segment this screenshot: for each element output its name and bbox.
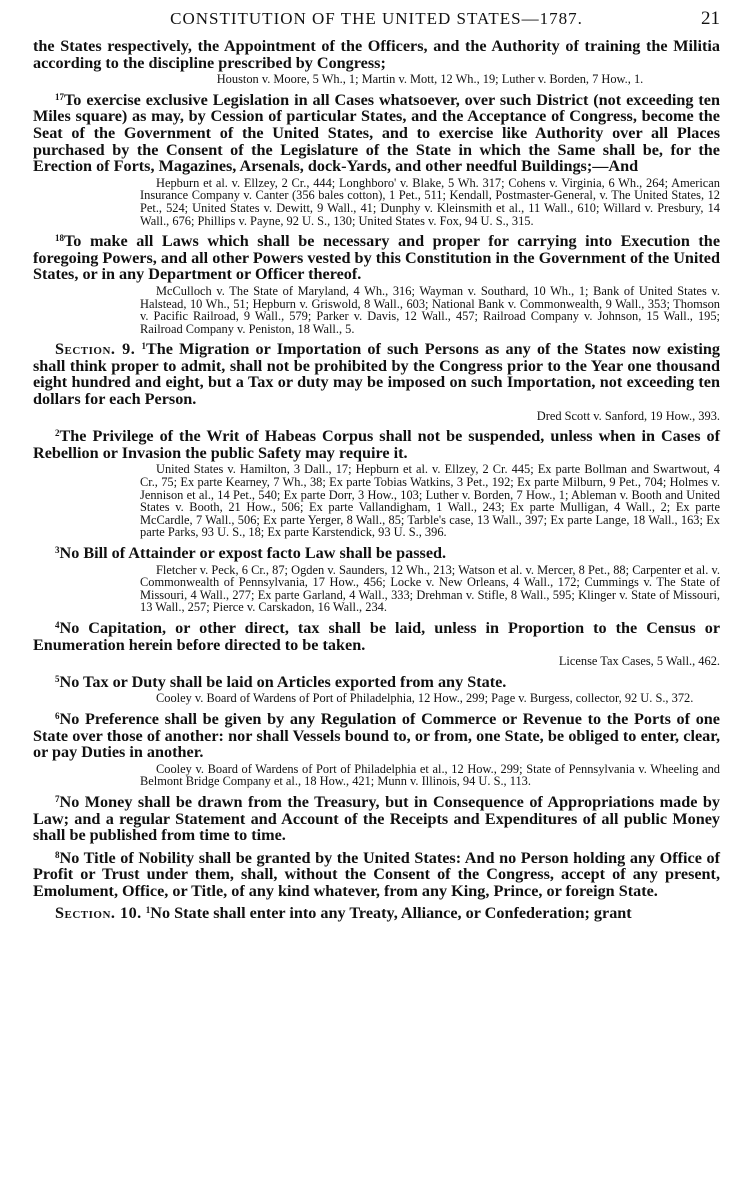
clause-text: To exercise exclusive Legislation in all Cases whatsoever, over such District (not exceeding ten Miles square) as may, by Cession of particular States, and the Acceptance of Congress, become the Seat of the Government of the United States, and to exercise like Authority over all Places purchased by the Consent of the Legislature of the State in which the Same shall be, for the Erection of Forts, Magazines, Arsenals, dock-Yards, and other needful Buildings;—And: [33, 90, 720, 176]
citation-text: Fletcher v. Peck, 6 Cr., 87; Ogden v. Saunders, 12 Wh., 213; Watson et al. v. Mercer, 8 Pet., 88; Carpenter et al. v. Commonwealth of Pennsylvania, 17 How., 456; Locke v. New Orleans, 4 Wall., 172; Cummings v. The State of Missouri, 4 Wall., 277; Ex parte Garland, 4 Wall., 333; Drehman v. Stifle, 8 Wall., 595; Klinger v. State of Missouri, 13 Wall., 257; Pierce v. Carskadon, 16 Wall., 234.: [140, 562, 720, 615]
citation-text: Cooley v. Board of Wardens of Port of Philadelphia, 12 How., 299; Page v. Burgess, collector, 92 U. S., 372.: [156, 691, 694, 706]
clause-paragraph: [33, 545, 720, 562]
page-body: [33, 38, 720, 922]
clause-number: 5: [55, 673, 60, 684]
clause-number: 6: [55, 710, 60, 721]
clause-text: No State shall enter into any Treaty, Alliance, or Confederation; grant: [150, 904, 632, 923]
clause-text: No Capitation, or other direct, tax shall be laid, unless in Proportion to the Census or Enumeration herein before directed to be taken.: [33, 618, 720, 654]
clause-number: 8: [55, 849, 60, 860]
clause-number: 7: [55, 793, 60, 804]
page-header: [33, 8, 720, 38]
clause-text: No Title of Nobility shall be granted by the United States: And no Person holding any Office of Profit or Trust under them, shall, without the Consent of the Congress, accept of any present, Emolument, Office, or Title, of any kind whatever, from any King, Prince, or foreign State.: [33, 848, 720, 900]
case-citations: [140, 692, 720, 705]
citation-text: License Tax Cases, 5 Wall., 462.: [558, 654, 720, 669]
clause-number: 3: [55, 545, 60, 555]
section-label: Section. 10.: [55, 904, 142, 923]
case-citations: [33, 655, 720, 668]
clause-number: 2: [55, 428, 60, 439]
clause-text: No Bill of Attainder or expost facto Law shall be passed.: [59, 544, 447, 562]
clause-text: the States respectively, the Appointment of the Officers, and the Authority of training the Militia according to the discipline prescribed by Congress;: [33, 37, 720, 72]
clause-paragraph: [33, 341, 720, 407]
clause-paragraph: [33, 711, 720, 761]
clause-text: No Preference shall be given by any Regulation of Commerce or Revenue to the Ports of one State over those of another: nor shall Vessels bound to, or from, one State, be obliged to enter, clear, or pay Duties in another.: [33, 709, 720, 762]
case-citations: [140, 463, 720, 539]
section-label: Section. 9.: [55, 340, 136, 359]
clause-text: No Money shall be drawn from the Treasury, but in Consequence of Appropriations made by Law; and a regular Statement and Account of the Receipts and Expenditures of all public Money shall be published from time to time.: [33, 792, 720, 845]
page-number: 21: [701, 8, 720, 29]
clause-text: The Privilege of the Writ of Habeas Corpus shall not be suspended, unless when in Cases of Rebellion or Invasion the public Safety may require it.: [33, 427, 720, 462]
clause-text: To make all Laws which shall be necessary and proper for carrying into Execution the foregoing Powers, and all other Powers vested by this Constitution in the Government of the United States, or in any Department or Officer thereof.: [33, 232, 720, 284]
clause-text: The Migration or Importation of such Persons as any of the States now existing shall think proper to admit, shall not be prohibited by the Congress prior to the Year one thousand eight hundred and eight, but a Tax or duty may be imposed on such Importation, not exceeding ten dollars for each Person.: [33, 340, 721, 409]
clause-paragraph: [33, 794, 720, 844]
citation-text: Dred Scott v. Sanford, 19 How., 393.: [536, 408, 720, 423]
clause-text: No Tax or Duty shall be laid on Articles exported from any State.: [59, 672, 507, 691]
clause-paragraph: [33, 233, 720, 283]
case-citations: [140, 564, 720, 614]
clause-paragraph: [33, 674, 720, 691]
clause-paragraph: [33, 428, 720, 461]
clause-paragraph: [33, 905, 720, 922]
case-citations: [140, 177, 720, 227]
citation-text: Houston v. Moore, 5 Wh., 1; Martin v. Mott, 12 Wh., 19; Luther v. Borden, 7 How., 1.: [216, 72, 644, 87]
clause-number: 17: [55, 91, 64, 102]
clause-number: 1: [141, 341, 146, 352]
running-title: CONSTITUTION OF THE UNITED STATES—1787.: [170, 9, 583, 28]
clause-number: 18: [55, 233, 64, 244]
case-citations: [140, 73, 720, 86]
citation-text: Hepburn et al. v. Ellzey, 2 Cr., 444; Longhboro' v. Blake, 5 Wh. 317; Cohens v. Virginia, 6 Wh., 264; American Insurance Company v. Canter (356 bales cotton), 1 Pet., 511; Kendall, Postmaster-General, v. The United States, 12 Pet., 524; United States v. Dewitt, 9 Wall., 41; Dunphy v. Kleinsmith et al., 11 Wall., 610; Willard v. Presbury, 14 Wall., 676; Phillips v. Payne, 92 U. S., 130; United States v. Fox, 94 U. S., 315.: [140, 175, 720, 228]
citation-text: Cooley v. Board of Wardens of Port of Philadelphia et al., 12 How., 299; State of Pennsylvania v. Wheeling and Belmont Bridge Company et al., 18 How., 421; Munn v. Illinois, 94 U. S., 113.: [140, 761, 720, 789]
clause-number: 4: [55, 619, 60, 630]
clause-number: 1: [145, 905, 151, 916]
citation-text: United States v. Hamilton, 3 Dall., 17; Hepburn et al. v. Ellzey, 2 Cr. 445; Ex parte Bollman and Swartwout, 4 Cr., 75; Ex parte Kearney, 7 Wh., 38; Ex parte Tobias Watkins, 3 Pet., 192; Ex parte Milburn, 9 Pet., 704; Holmes v. Jennison et al., 14 Pet., 540; Ex parte Dorr, 3 How., 103; Luther v. Borden, 7 How., 1; Ableman v. Booth and United States v. Booth, 21 How., 506; Ex parte Vallandigham, 1 Wall., 243; Ex parte Mulligan, 4 Wall., 2; Ex parte McCardle, 7 Wall., 506; Ex parte Yerger, 8 Wall., 85; Tarble's case, 13 Wall., 397; Ex parte Lange, 18 Wall., 163; Ex parte Parks, 93 U. S., 18; Ex parte Karstendick, 93 U. S., 396.: [140, 462, 720, 540]
clause-paragraph: [33, 850, 720, 900]
case-citations: [140, 763, 720, 788]
case-citations: [33, 410, 720, 423]
clause-paragraph: [33, 92, 720, 175]
case-citations: [140, 285, 720, 335]
clause-paragraph: [33, 620, 720, 653]
citation-text: McCulloch v. The State of Maryland, 4 Wh., 316; Wayman v. Southard, 10 Wh., 1; Bank of United States v. Halstead, 10 Wh., 51; Hepburn v. Griswold, 8 Wall., 603; National Bank v. Commonwealth, 9 Wall., 353; Thomson v. Pacific Railroad, 9 Wall., 579; Parker v. Davis, 12 Wall., 457; Railroad Company v. Johnson, 15 Wall., 195; Railroad Company v. Peniston, 18 Wall., 5.: [140, 283, 720, 336]
clause-paragraph: [33, 38, 720, 71]
